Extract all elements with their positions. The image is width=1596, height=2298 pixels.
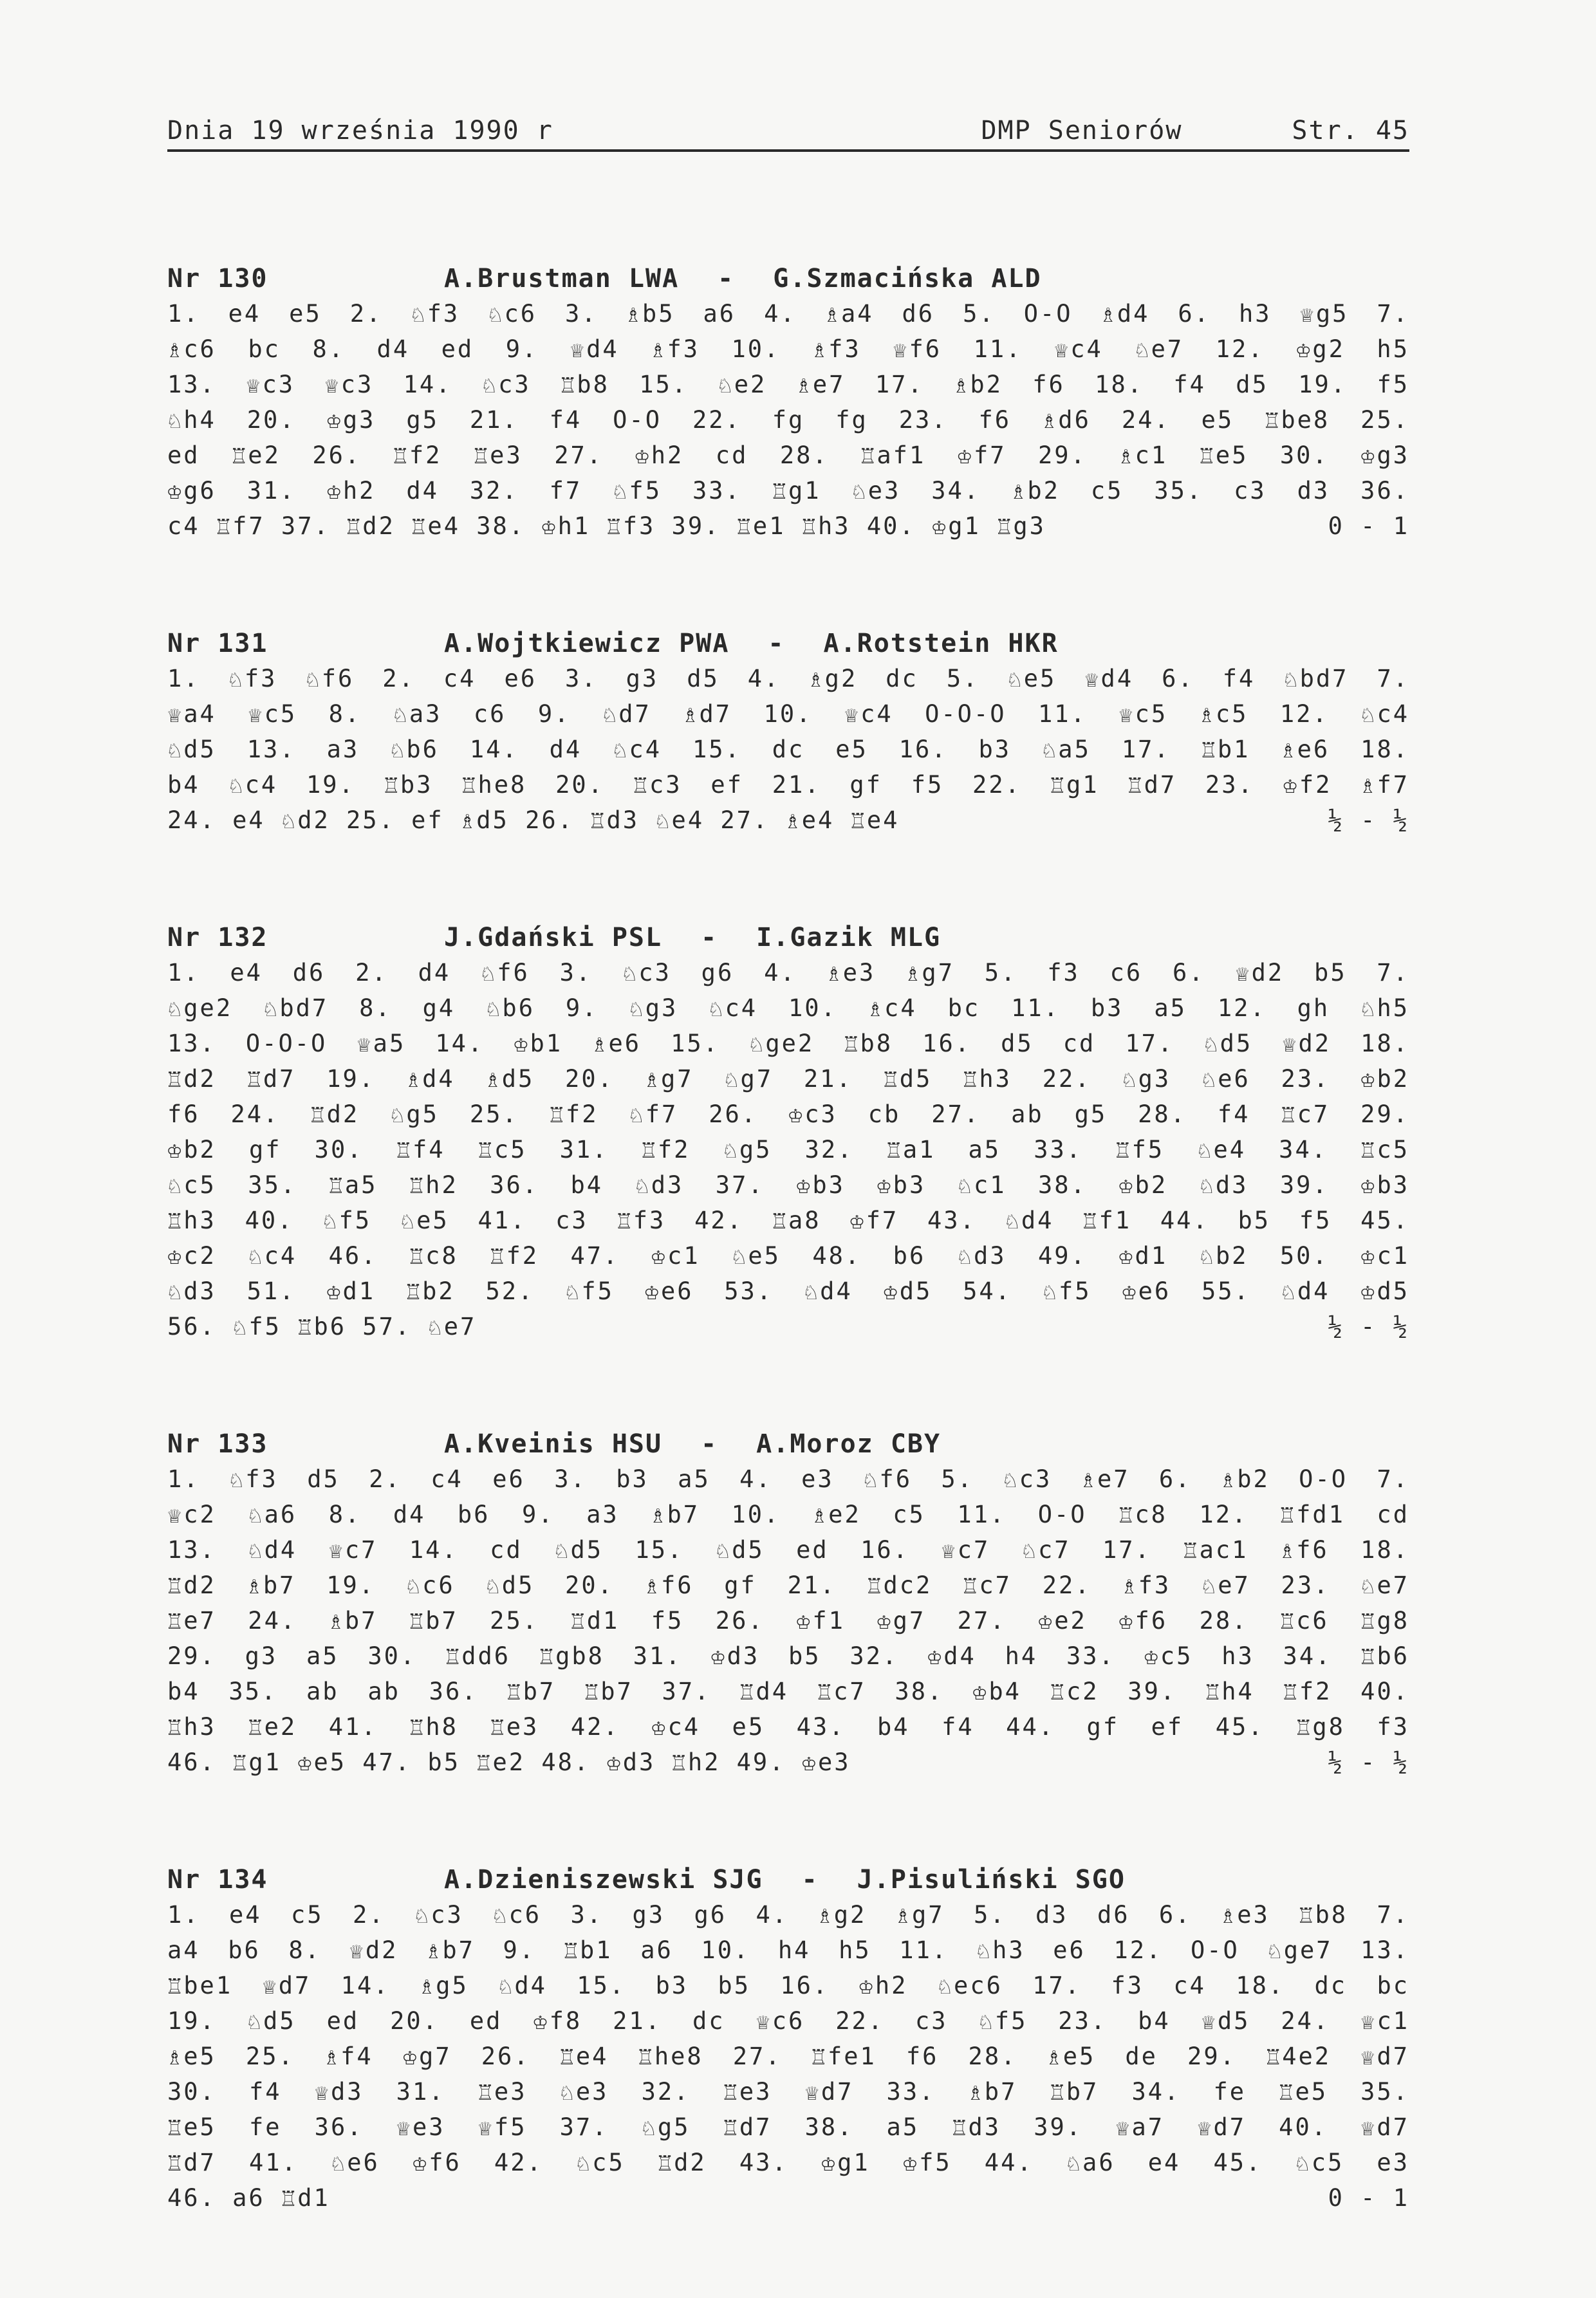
page [167,116,1409,2298]
moves-line: ♗e5 25. ♗f4 ♔g7 26. ♖e4 ♖he8 27. ♖fe1 f6 28. ♗e5 de 29. ♖4e2 ♕d7 [167,2043,1409,2070]
moves-line: 13. ♕c3 ♕c3 14. ♘c3 ♖b8 15. ♘e2 ♗e7 17. ♗b2 f6 18. f4 d5 19. f5 [167,371,1409,398]
moves-line: ♖d2 ♖d7 19. ♗d4 ♗d5 20. ♗g7 ♘g7 21. ♖d5 ♖h3 22. ♘g3 ♘e6 23. ♔b2 [167,1065,1409,1093]
moves-line: ♖d2 ♗b7 19. ♘c6 ♘d5 20. ♗f6 gf 21. ♖dc2 ♖c7 22. ♗f3 ♘e7 23. ♘e7 [167,1571,1409,1599]
moves-line: 1. e4 e5 2. ♘f3 ♘c6 3. ♗b5 a6 4. ♗a4 d6 5. O-O ♗d4 6. h3 ♕g5 7. [167,300,1409,328]
moves-line: 1. e4 d6 2. d4 ♘f6 3. ♘c3 g6 4. ♗e3 ♗g7 5. f3 c6 6. ♕d2 b5 7. [167,959,1409,987]
game-record [167,261,1409,544]
moves-line: 29. g3 a5 30. ♖dd6 ♖gb8 31. ♔d3 b5 32. ♔d4 h4 33. ♔c5 h3 34. ♖b6 [167,1642,1409,1670]
white-player: A.Wojtkiewicz PWA [444,629,730,658]
game-header [167,1862,1409,1897]
game-result: ½ - ½ [1328,1748,1409,1776]
moves-line: ♘d3 51. ♔d1 ♖b2 52. ♘f5 ♔e6 53. ♘d4 ♔d5 54. ♘f5 ♔e6 55. ♘d4 ♔d5 [167,1277,1409,1305]
game-number: Nr 130 [167,264,268,293]
moves-line: ♗c6 bc 8. d4 ed 9. ♕d4 ♗f3 10. ♗f3 ♕f6 11. ♕c4 ♘e7 12. ♔g2 h5 [167,335,1409,363]
black-player: A.Moroz CBY [756,1429,942,1459]
moves-line: 1. e4 c5 2. ♘c3 ♘c6 3. g3 g6 4. ♗g2 ♗g7 5. d3 d6 6. ♗e3 ♖b8 7. [167,1901,1409,1929]
game-header [167,920,1409,955]
moves-line: ♘h4 20. ♔g3 g5 21. f4 O-O 22. fg fg 23. f6 ♗d6 24. e5 ♖be8 25. [167,406,1409,434]
moves-line: ♖be1 ♕d7 14. ♗g5 ♘d4 15. b3 b5 16. ♔h2 ♘ec6 17. f3 c4 18. dc bc [167,1972,1409,1999]
moves-line: f6 24. ♖d2 ♘g5 25. ♖f2 ♘f7 26. ♔c3 cb 27. ab g5 28. f4 ♖c7 29. [167,1100,1409,1128]
moves-line: 46. a6 ♖d1 [167,2184,330,2212]
moves-line: ♔c2 ♘c4 46. ♖c8 ♖f2 47. ♔c1 ♘e5 48. b6 ♘d3 49. ♔d1 ♘b2 50. ♔c1 [167,1242,1409,1270]
moves-line: 13. O-O-O ♕a5 14. ♔b1 ♗e6 15. ♘ge2 ♖b8 16. d5 cd 17. ♘d5 ♕d2 18. [167,1030,1409,1057]
moves-last-line [167,508,1409,544]
header-event: DMP Seniorów [981,116,1183,145]
white-player: A.Brustman LWA [444,264,680,293]
players-separator: - [701,923,718,952]
black-player: J.Pisuliński SGO [857,1865,1126,1895]
players-separator: - [801,1865,819,1895]
game-result: ½ - ½ [1328,1313,1409,1340]
white-player: A.Dzieniszewski SJG [444,1865,763,1895]
game-record [167,920,1409,1344]
moves-line: ed ♖e2 26. ♖f2 ♖e3 27. ♔h2 cd 28. ♖af1 ♔f7 29. ♗c1 ♖e5 30. ♔g3 [167,441,1409,469]
moves-line: 1. ♘f3 ♘f6 2. c4 e6 3. g3 d5 4. ♗g2 dc 5. ♘e5 ♕d4 6. f4 ♘bd7 7. [167,665,1409,692]
moves-line: b4 35. ab ab 36. ♖b7 ♖b7 37. ♖d4 ♖c7 38. ♔b4 ♖c2 39. ♖h4 ♖f2 40. [167,1678,1409,1705]
moves-line: ♕c2 ♘a6 8. d4 b6 9. a3 ♗b7 10. ♗e2 c5 11. O-O ♖c8 12. ♖fd1 cd [167,1501,1409,1528]
moves-line: ♖e5 fe 36. ♕e3 ♕f5 37. ♘g5 ♖d7 38. a5 ♖d3 39. ♕a7 ♕d7 40. ♕d7 [167,2113,1409,2141]
moves-line: ♕a4 ♕c5 8. ♘a3 c6 9. ♘d7 ♗d7 10. ♕c4 O-O-O 11. ♕c5 ♗c5 12. ♘c4 [167,700,1409,728]
moves-last-line [167,1745,1409,1780]
game-header [167,261,1409,296]
game-number: Nr 133 [167,1429,268,1459]
moves-line: 19. ♘d5 ed 20. ed ♔f8 21. dc ♕c6 22. c3 ♘f5 23. b4 ♕d5 24. ♕c1 [167,2007,1409,2035]
moves-line: ♘c5 35. ♖a5 ♖h2 36. b4 ♘d3 37. ♔b3 ♔b3 ♘c1 38. ♔b2 ♘d3 39. ♔b3 [167,1171,1409,1199]
game-number: Nr 134 [167,1865,268,1895]
moves-line: b4 ♘c4 19. ♖b3 ♖he8 20. ♖c3 ef 21. gf f5 22. ♖g1 ♖d7 23. ♔f2 ♗f7 [167,771,1409,799]
game-number: Nr 132 [167,923,268,952]
black-player: A.Rotstein HKR [823,629,1059,658]
game-record [167,626,1409,838]
header-date: Dnia 19 września 1990 r [167,116,553,145]
moves-line: 13. ♘d4 ♕c7 14. cd ♘d5 15. ♘d5 ed 16. ♕c7 ♘c7 17. ♖ac1 ♗f6 18. [167,1536,1409,1564]
white-player: J.Gdański PSL [444,923,663,952]
players-separator: - [718,264,735,293]
game-record [167,1427,1409,1780]
moves-line: 24. e4 ♘d2 25. ef ♗d5 26. ♖d3 ♘e4 27. ♗e4 ♖e4 [167,806,900,834]
moves-line: ♔g6 31. ♔h2 d4 32. f7 ♘f5 33. ♖g1 ♘e3 34. ♗b2 c5 35. c3 d3 36. [167,477,1409,505]
moves-line: ♖d7 41. ♘e6 ♔f6 42. ♘c5 ♖d2 43. ♔g1 ♔f5 44. ♘a6 e4 45. ♘c5 e3 [167,2149,1409,2176]
moves-line: 30. f4 ♕d3 31. ♖e3 ♘e3 32. ♖e3 ♕d7 33. ♗b7 ♖b7 34. fe ♖e5 35. [167,2078,1409,2106]
moves-line: c4 ♖f7 37. ♖d2 ♖e4 38. ♔h1 ♖f3 39. ♖e1 ♖h3 40. ♔g1 ♖g3 [167,512,1046,540]
moves-line: ♘d5 13. a3 ♘b6 14. d4 ♘c4 15. dc e5 16. b3 ♘a5 17. ♖b1 ♗e6 18. [167,736,1409,763]
game-header [167,626,1409,661]
games-list [167,261,1409,2216]
page-header [167,116,1409,152]
black-player: G.Szmacińska ALD [773,264,1042,293]
moves-line: a4 b6 8. ♕d2 ♗b7 9. ♖b1 a6 10. h4 h5 11. ♘h3 e6 12. O-O ♘ge7 13. [167,1936,1409,1964]
game-result: 0 - 1 [1328,2184,1409,2212]
moves-line: ♖h3 ♖e2 41. ♖h8 ♖e3 42. ♔c4 e5 43. b4 f4 44. gf ef 45. ♖g8 f3 [167,1713,1409,1741]
game-record [167,1862,1409,2216]
players-separator: - [768,629,785,658]
header-page-number: Str. 45 [1292,116,1409,145]
players-separator: - [701,1429,718,1459]
game-result: ½ - ½ [1328,806,1409,834]
game-header [167,1427,1409,1461]
moves-line: ♔b2 gf 30. ♖f4 ♖c5 31. ♖f2 ♘g5 32. ♖a1 a5 33. ♖f5 ♘e4 34. ♖c5 [167,1136,1409,1163]
game-number: Nr 131 [167,629,268,658]
moves-last-line [167,802,1409,838]
black-player: I.Gazik MLG [756,923,942,952]
moves-line: ♖h3 40. ♘f5 ♘e5 41. c3 ♖f3 42. ♖a8 ♔f7 43. ♘d4 ♖f1 44. b5 f5 45. [167,1207,1409,1234]
moves-last-line [167,1309,1409,1344]
game-result: 0 - 1 [1328,512,1409,540]
moves-line: ♖e7 24. ♗b7 ♖b7 25. ♖d1 f5 26. ♔f1 ♔g7 27. ♔e2 ♔f6 28. ♖c6 ♖g8 [167,1607,1409,1635]
moves-line: ♘ge2 ♘bd7 8. g4 ♘b6 9. ♘g3 ♘c4 10. ♗c4 bc 11. b3 a5 12. gh ♘h5 [167,994,1409,1022]
moves-line: 46. ♖g1 ♔e5 47. b5 ♖e2 48. ♔d3 ♖h2 49. ♔e3 [167,1748,851,1776]
moves-line: 56. ♘f5 ♖b6 57. ♘e7 [167,1313,477,1340]
moves-last-line [167,2180,1409,2216]
white-player: A.Kveinis HSU [444,1429,663,1459]
moves-line: 1. ♘f3 d5 2. c4 e6 3. b3 a5 4. e3 ♘f6 5. ♘c3 ♗e7 6. ♗b2 O-O 7. [167,1465,1409,1493]
